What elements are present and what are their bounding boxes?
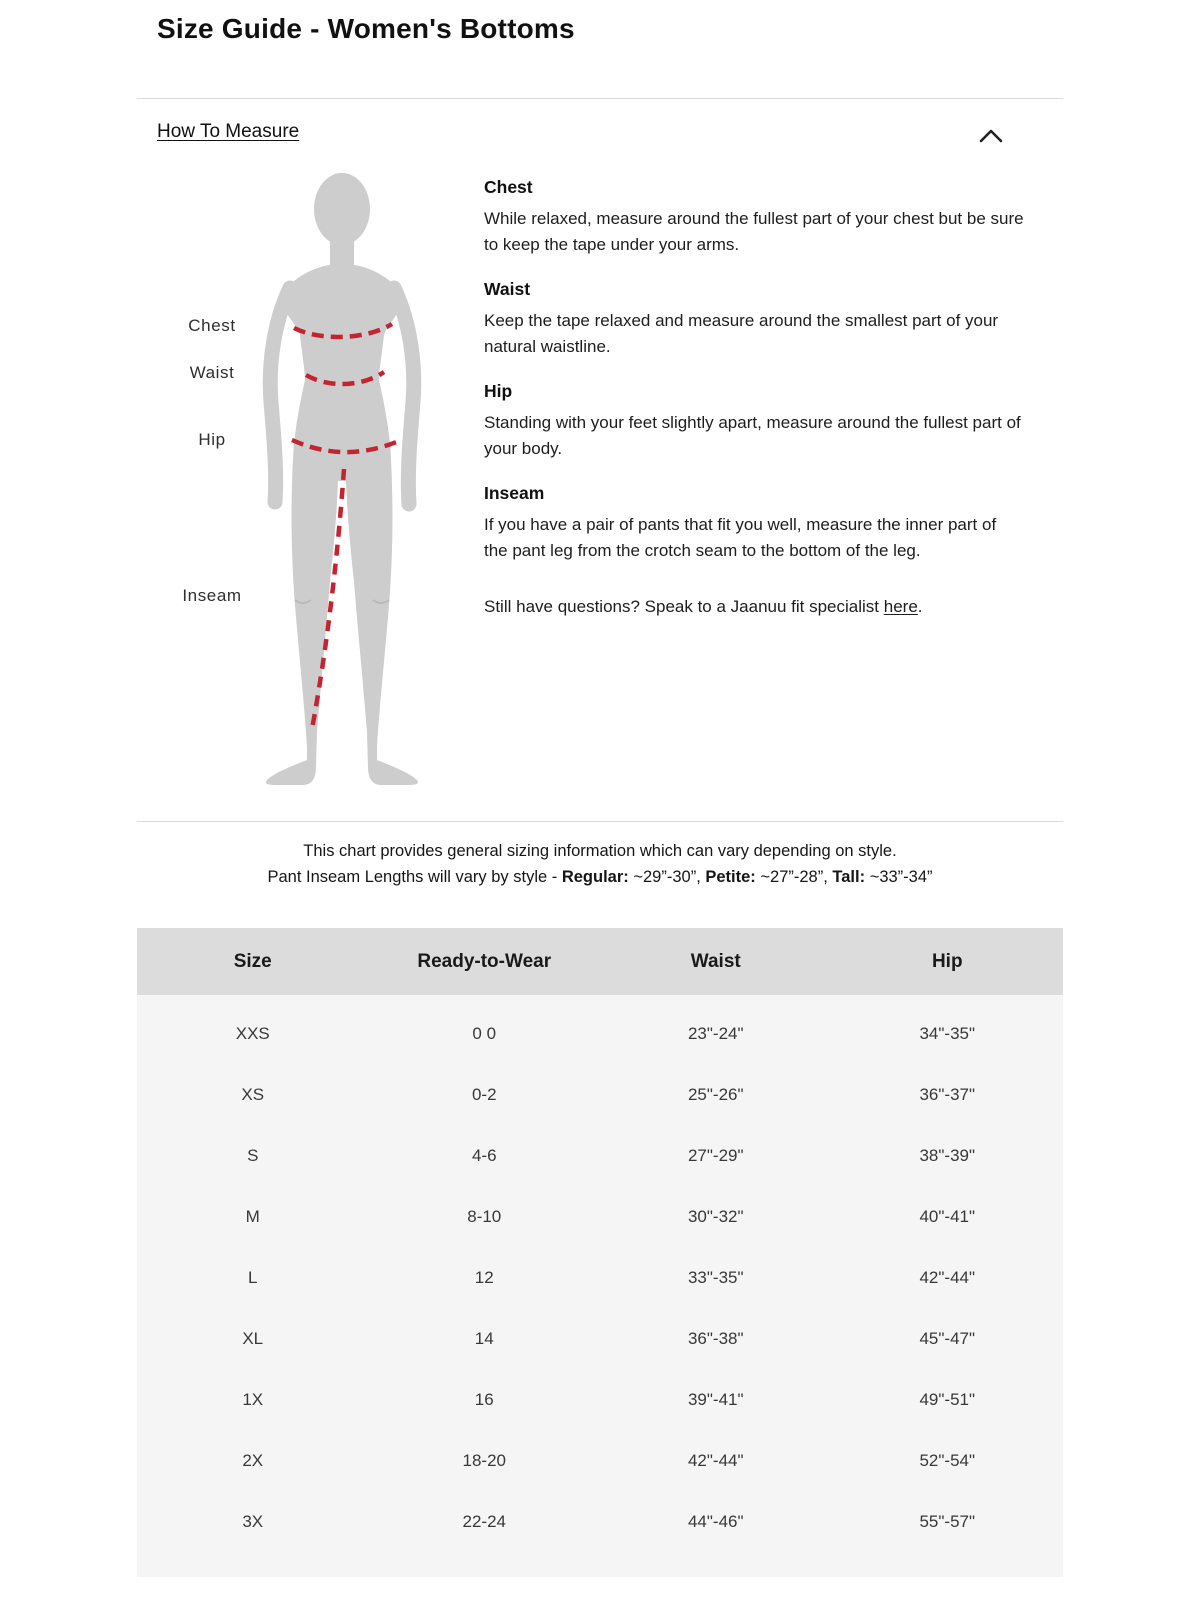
instruction-hip — [484, 381, 1024, 462]
collapse-section-button[interactable] — [974, 123, 1008, 149]
column-header-waist: Waist — [690, 950, 741, 972]
measure-instructions — [484, 177, 1024, 620]
figure-label-inseam: Inseam — [182, 586, 242, 605]
instruction-body: Keep the tape relaxed and measure around the smallest part of your natural waistline. — [484, 311, 999, 356]
instruction-body: While relaxed, measure around the fullest part of your chest but be sure to keep the tape under your arms. — [484, 209, 1024, 254]
size-chart-table — [137, 928, 1063, 1577]
sizing-note-line1: This chart provides general sizing information which can vary depending on style. — [303, 842, 897, 860]
table-row: 1X 16 39"-41" 49"-51" — [242, 1389, 976, 1409]
table-row: XXS 0 0 23"-24" 34"-35" — [235, 1023, 976, 1043]
table-row: XS 0-2 25"-26" 36"-37" — [241, 1084, 976, 1104]
table-row: M 8-10 30"-32" 40"-41" — [245, 1206, 976, 1226]
instruction-inseam — [484, 483, 1024, 564]
column-header-size: Size — [233, 950, 272, 972]
table-row: S 4-6 27"-29" 38"-39" — [247, 1145, 976, 1165]
instruction-chest — [484, 177, 1024, 258]
instruction-heading: Inseam — [484, 483, 545, 503]
instruction-heading: Waist — [484, 279, 531, 299]
fit-specialist-text-suffix: . — [917, 597, 923, 616]
chevron-up-icon — [977, 126, 1005, 146]
fit-specialist-note — [484, 594, 1024, 620]
figure-label-hip: Hip — [198, 430, 226, 449]
fit-specialist-text: Still have questions? Speak to a Jaanuu fit specialist — [484, 597, 884, 616]
sizing-note-line2: Pant Inseam Lengths will vary by style - Regular: ~29”-30”, Petite: ~27”-28”, Tall: ~33”-34” — [267, 868, 933, 886]
instruction-body: If you have a pair of pants that fit you well, measure the inner part of the pant leg from the crotch seam to the bottom of the leg. — [484, 515, 997, 560]
divider — [137, 821, 1063, 822]
table-row: L 12 33"-35" 42"-44" — [248, 1267, 976, 1287]
table-body — [137, 995, 1063, 1577]
instruction-body: Standing with your feet slightly apart, measure around the fullest part of your body. — [484, 413, 1021, 458]
table-row: 2X 18-20 42"-44" 52"-54" — [242, 1450, 976, 1470]
table-row: 3X 22-24 44"-46" 55"-57" — [242, 1511, 976, 1531]
instruction-heading: Hip — [484, 381, 513, 401]
column-header-hip: Hip — [931, 950, 963, 972]
divider — [137, 98, 1063, 99]
table-header-row — [137, 928, 1063, 995]
page-title: Size Guide - Women's Bottoms — [157, 13, 575, 44]
fit-specialist-link[interactable]: here — [883, 597, 918, 616]
figure-label-waist: Waist — [189, 363, 235, 382]
figure-label-chest: Chest — [188, 316, 236, 335]
table-row: XL 14 36"-38" 45"-47" — [242, 1328, 976, 1348]
how-to-measure-heading[interactable]: How To Measure — [157, 121, 300, 142]
body-silhouette-illustration — [258, 172, 430, 785]
instruction-heading: Chest — [484, 177, 533, 197]
sizing-note — [137, 838, 1063, 890]
instruction-waist — [484, 279, 1024, 360]
column-header-ready-to-wear: Ready-to-Wear — [417, 950, 552, 972]
